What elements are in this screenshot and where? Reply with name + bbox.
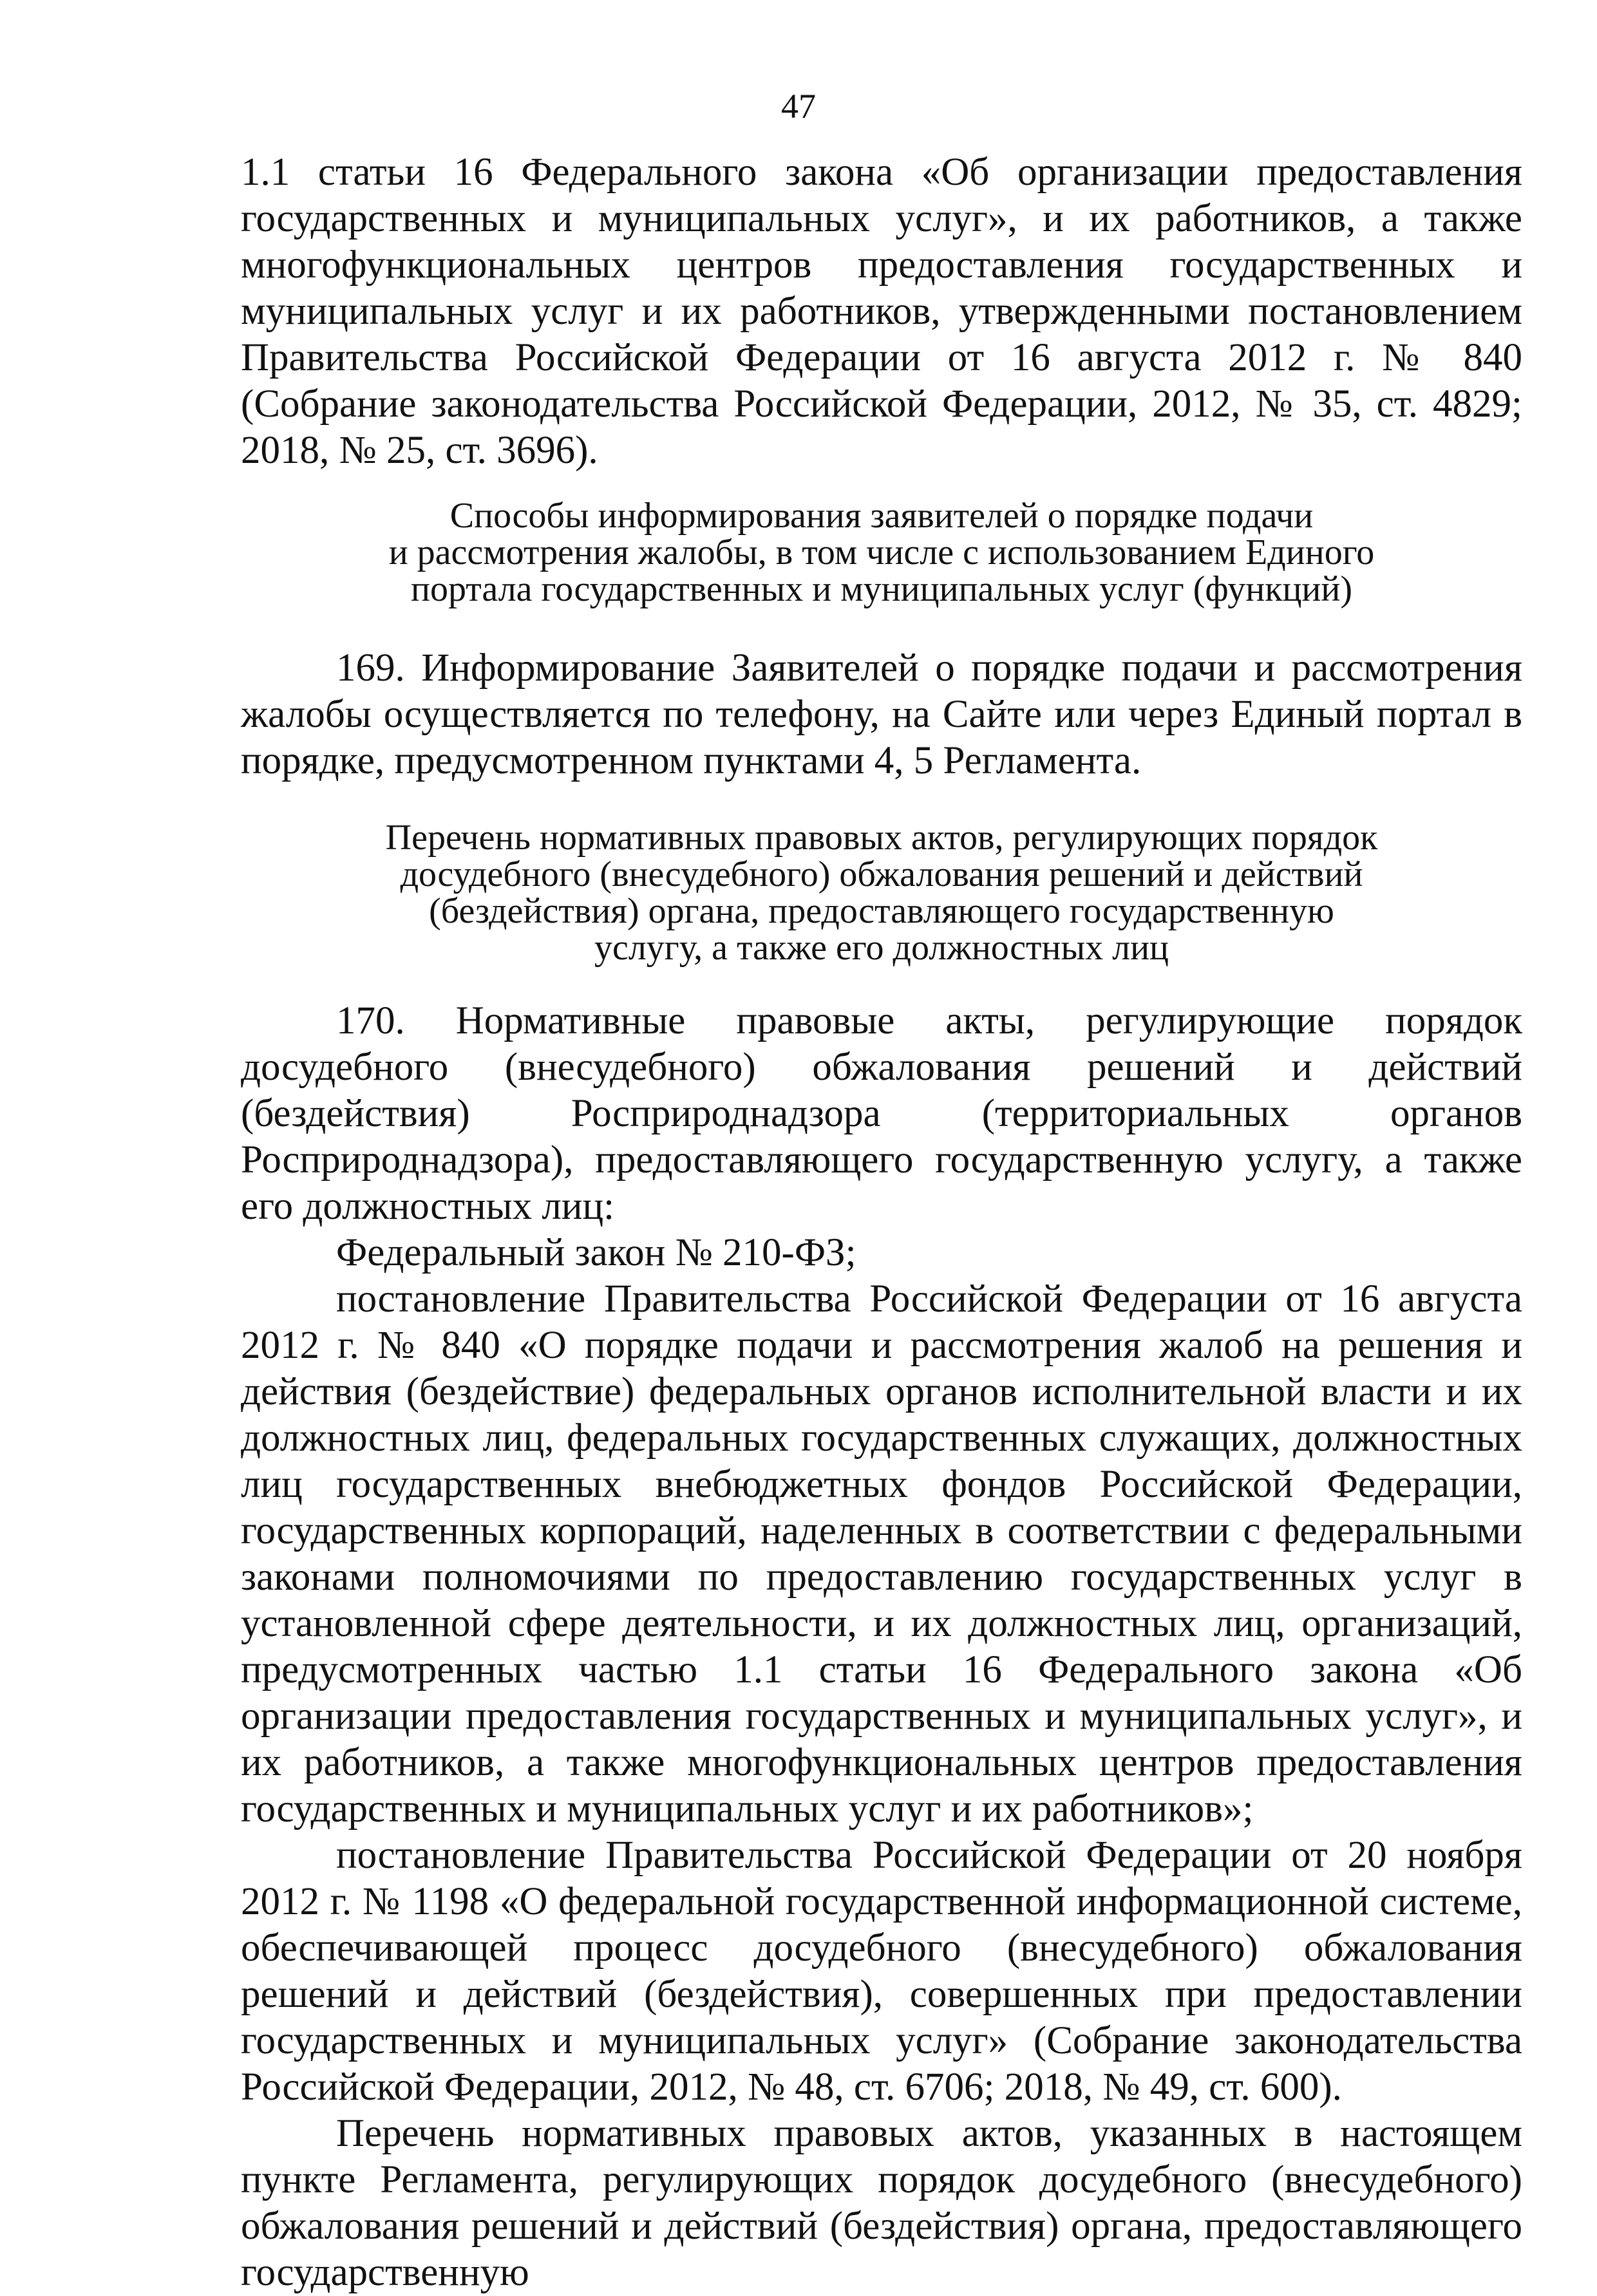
paragraph-169: 169. Информирование Заявителей о порядке подачи и рассмотрения жалобы осуществляется по телефону, на Сайте или через Единый портал в порядке, предусмотренном пунктами 4, 5 Регламента. bbox=[241, 646, 1522, 782]
paragraph-list-note: Перечень нормативных правовых актов, указанных в настоящем пункте Регламента, регулирующих порядок досудебного (внесудебного) обжалования решений и действий (бездействия) органа, предоставляющего государственную bbox=[241, 2112, 1522, 2294]
section-heading-regulatory-acts bbox=[241, 820, 1522, 966]
text-block-continuation bbox=[241, 149, 1522, 474]
heading-line: услугу, а также его должностных лиц bbox=[594, 928, 1169, 968]
heading-line: и рассмотрения жалобы, в том числе с использованием Единого bbox=[388, 532, 1375, 572]
paragraph-federal-law: Федеральный закон № 210-ФЗ; bbox=[336, 1231, 856, 1274]
heading-line: досудебного (внесудебного) обжалования решений и действий bbox=[400, 854, 1363, 894]
section-heading-complaint-information bbox=[241, 498, 1522, 608]
heading-line: портала государственных и муниципальных услуг (функций) bbox=[410, 569, 1352, 609]
heading-line: Способы информирования заявителей о порядке подачи bbox=[449, 496, 1314, 536]
text-block-170 bbox=[241, 998, 1522, 2296]
text-block-169 bbox=[241, 645, 1522, 784]
paragraph-170: 170. Нормативные правовые акты, регулирующие порядок досудебного (внесудебного) обжалования решений и действий (бездействия) Росприроднадзора (территориальных органов Росприроднадзора), предоставляющего государственную услугу, а также его должностных лиц: bbox=[241, 999, 1522, 1228]
paragraph-decree-1198: постановление Правительства Российской Федерации от 20 ноября 2012 г. № 1198 «О федеральной государственной информационной системе, обеспечивающей процесс досудебного (внесудебного) обжалования решений и действий (бездействия), совершенных при предоставлении государственных и муниципальных услуг» (Собрание законодательства Российской Федерации, 2012, № 48, ст. 6706; 2018, № 49, ст. 600). bbox=[241, 1834, 1522, 2109]
paragraph-decree-840: постановление Правительства Российской Федерации от 16 августа 2012 г. № 840 «О порядке подачи и рассмотрения жалоб на решения и действия (бездействие) федеральных органов исполнительной власти и их должностных лиц, федеральных государственных служащих, должностных лиц государственных внебюджетных фондов Российской Федерации, государственных корпораций, наделенных в соответствии с федеральными законами полномочиями по предоставлению государственных услуг в установленной сфере деятельности, и их должностных лиц, организаций, предусмотренных частью 1.1 статьи 16 Федерального закона «Об организации предоставления государственных и муниципальных услуг», и их работников, а также многофункциональных центров предоставления государственных и муниципальных услуг и их работников»; bbox=[241, 1277, 1522, 1830]
paragraph: 1.1 статьи 16 Федерального закона «Об организации предоставления государственных и муниципальных услуг», и их работников, а также многофункциональных центров предоставления государственных и муниципальных услуг и их работников, утвержденными постановлением Правительства Российской Федерации от 16 августа 2012 г. № 840 (Собрание законодательства Российской Федерации, 2012, № 35, ст. 4829; 2018, № 25, ст. 3696). bbox=[241, 151, 1522, 472]
heading-line: (бездействия) органа, предоставляющего государственную bbox=[429, 891, 1334, 931]
heading-line: Перечень нормативных правовых актов, регулирующих порядок bbox=[385, 818, 1378, 858]
page-number: 47 bbox=[781, 87, 816, 126]
